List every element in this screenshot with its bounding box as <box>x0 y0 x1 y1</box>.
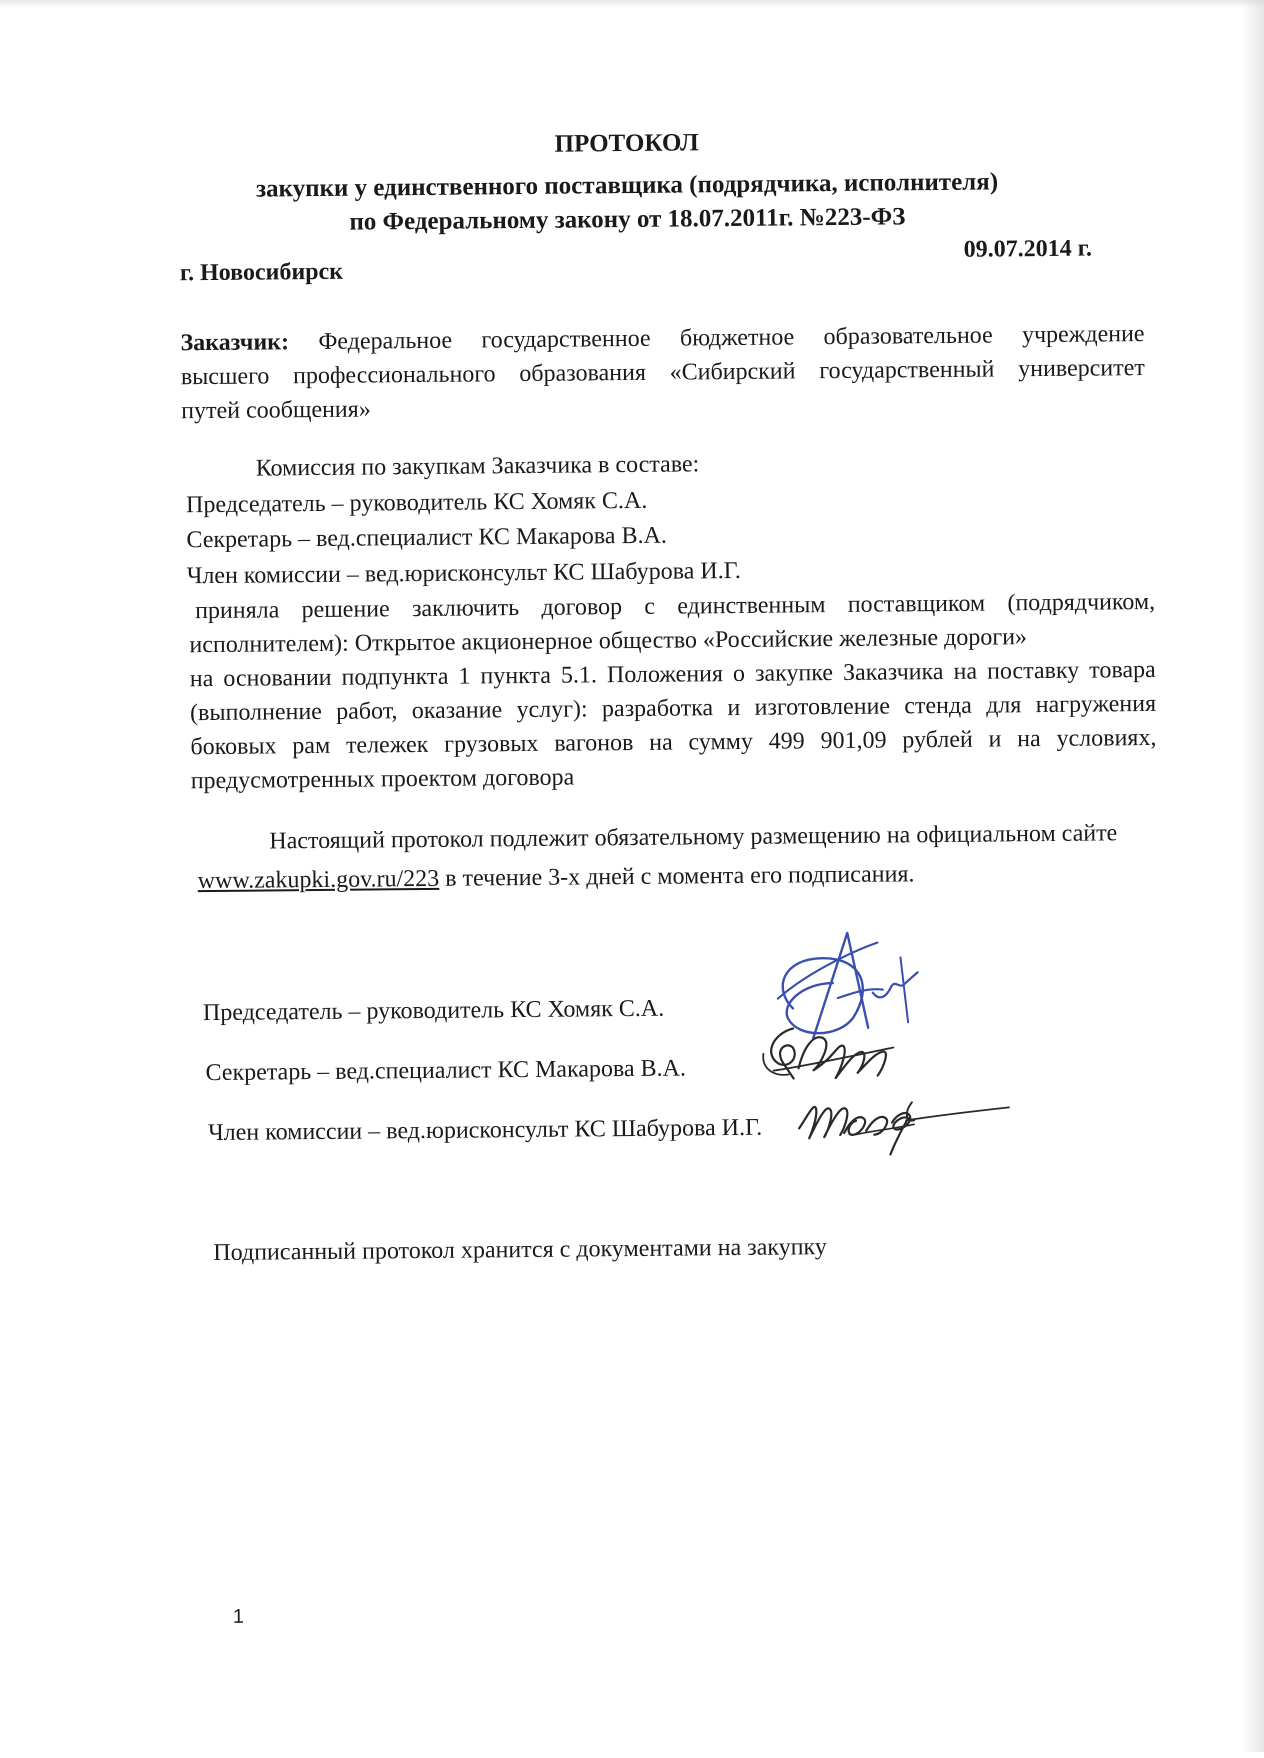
customer-line-2: высшего профессионального образования «Сибирский государственный университет <box>180 355 1145 391</box>
document-subtitle-2: по Федеральному закону от 18.07.2011г. №223-ФЗ <box>349 203 906 236</box>
customer-label: Заказчик: <box>180 329 290 357</box>
publication-line-1: Настоящий протокол подлежит обязательному размещению на официальном сайте <box>269 820 1118 855</box>
document-place: г. Новосибирск <box>179 258 344 287</box>
customer-block <box>180 317 1145 428</box>
decision-block <box>189 585 1157 798</box>
decision-line-6: предусмотренных проектом договора <box>190 764 575 795</box>
customer-line-1-text: Федеральное государственное бюджетное образовательное учреждение <box>318 321 1145 355</box>
commission-intro: Комиссия по закупкам Заказчика в составе: <box>255 451 700 482</box>
document-date: 09.07.2014 г. <box>963 235 1093 263</box>
signature-secretary-label: Секретарь – вед.специалист КС Макарова В.А. <box>205 1055 687 1087</box>
commission-member: Член комиссии – вед.юрисконсульт КС Шабурова И.Г. <box>186 557 741 590</box>
decision-line-4: (выполнение работ, оказание услуг): разработка и изготовление стенда для нагружения <box>189 690 1157 727</box>
member-signature-icon <box>794 1071 1015 1173</box>
publication-line-2 <box>198 857 915 898</box>
decision-line-1: приняла решение заключить договор с единственным поставщиком (подрядчиком, <box>195 588 1156 625</box>
decision-line-2: исполнителем): Открытое акционерное общество «Российские железные дороги» <box>189 624 1028 659</box>
signature-chairman-label: Председатель – руководитель КС Хомяк С.А. <box>202 995 665 1027</box>
decision-line-3: на основании подпункта 1 пункта 5.1. Положения о закупке Заказчика на поставку товара <box>189 656 1156 693</box>
footer-note: Подписанный протокол хранится с документами на закупку <box>213 1234 827 1267</box>
commission-chairman: Председатель – руководитель КС Хомяк С.А. <box>185 487 648 519</box>
publication-line-2-text: в течение 3-х дней с момента его подписания. <box>439 861 915 892</box>
document-subtitle-1: закупки у единственного поставщика (подрядчика, исполнителя) <box>255 168 999 203</box>
customer-line-3: путей сообщения» <box>181 396 371 425</box>
signature-member-label: Член комиссии – вед.юрисконсульт КС Шабурова И.Г. <box>208 1114 763 1147</box>
page-number: 1 <box>232 1605 245 1628</box>
document-title: ПРОТОКОЛ <box>554 129 699 158</box>
zakupki-link[interactable]: www.zakupki.gov.ru/223 <box>197 865 440 895</box>
decision-line-5: боковых рам тележек грузовых вагонов на сумму 499 901,09 рублей и на условиях, <box>190 724 1157 761</box>
commission-secretary: Секретарь – вед.специалист КС Макарова В.А. <box>186 522 667 554</box>
